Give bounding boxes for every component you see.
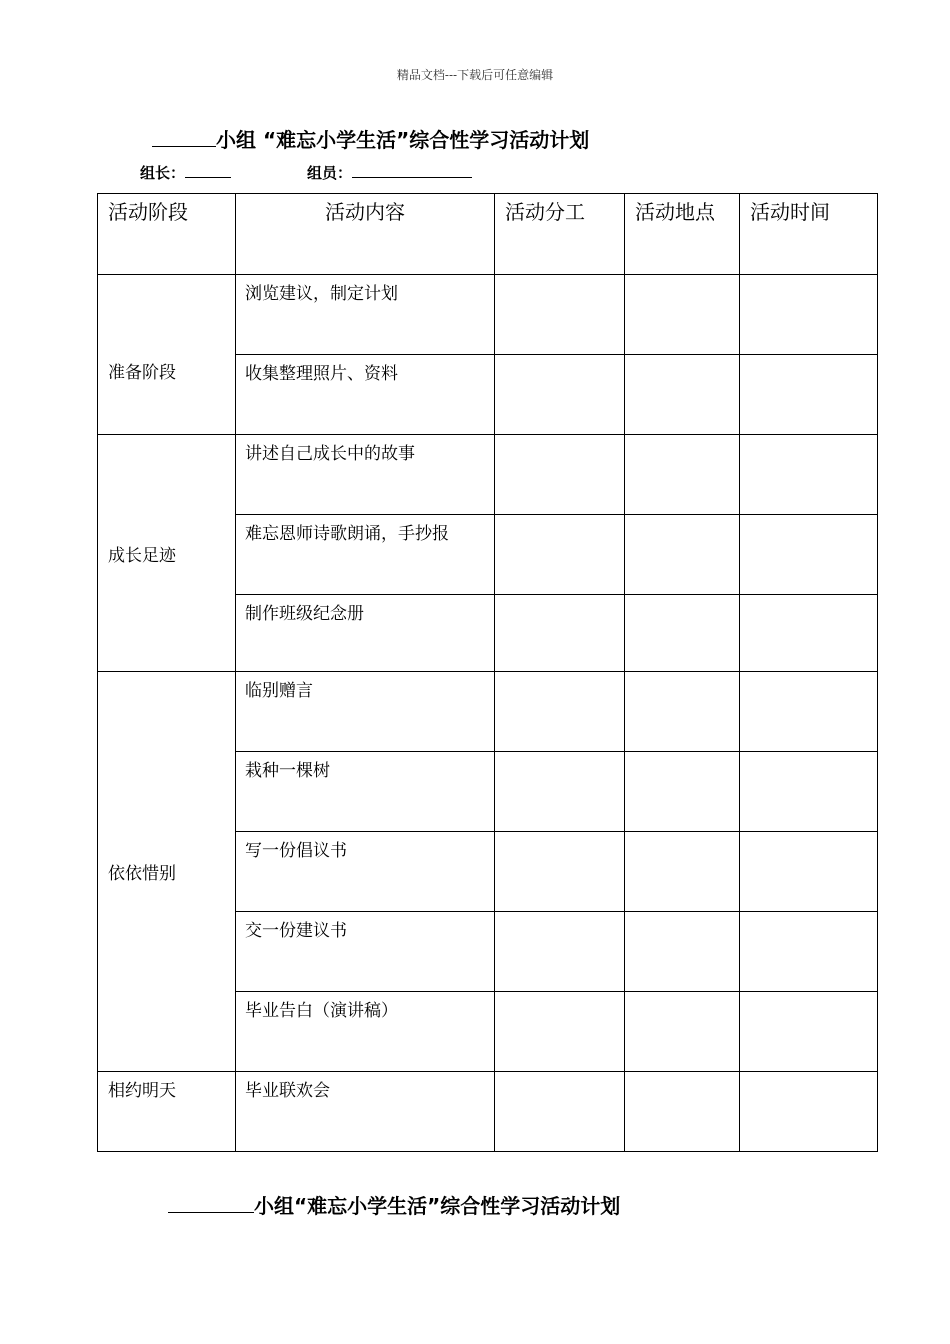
location-cell[interactable] (625, 752, 740, 832)
leader-label: 组长： (140, 164, 186, 182)
division-cell[interactable] (495, 355, 625, 435)
content-cell: 制作班级纪念册 (236, 595, 495, 672)
division-cell[interactable] (495, 752, 625, 832)
stage-cell: 成长足迹 (98, 435, 236, 672)
content-cell: 写一份倡议书 (236, 832, 495, 912)
division-cell[interactable] (495, 672, 625, 752)
content-cell: 临别赠言 (236, 672, 495, 752)
location-cell[interactable] (625, 832, 740, 912)
location-cell[interactable] (625, 1072, 740, 1152)
location-cell[interactable] (625, 355, 740, 435)
header-stage: 活动阶段 (98, 194, 236, 275)
time-cell[interactable] (740, 275, 878, 355)
header-time: 活动时间 (740, 194, 878, 275)
leader-field (140, 162, 231, 183)
member-label: 组员： (307, 164, 353, 182)
division-cell[interactable] (495, 912, 625, 992)
table-row (98, 435, 878, 515)
group-name-blank (152, 128, 216, 147)
header-division: 活动分工 (495, 194, 625, 275)
table-header-row (98, 194, 878, 275)
time-cell[interactable] (740, 515, 878, 595)
location-cell[interactable] (625, 595, 740, 672)
content-cell: 毕业告白（演讲稿） (236, 992, 495, 1072)
repeated-title (168, 1190, 620, 1219)
watermark: 精品文档---下载后可任意编辑 (396, 68, 554, 82)
time-cell[interactable] (740, 832, 878, 912)
content-cell: 讲述自己成长中的故事 (236, 435, 495, 515)
location-cell[interactable] (625, 435, 740, 515)
content-cell: 交一份建议书 (236, 912, 495, 992)
location-cell[interactable] (625, 672, 740, 752)
table-row (98, 275, 878, 355)
time-cell[interactable] (740, 595, 878, 672)
time-cell[interactable] (740, 752, 878, 832)
location-cell[interactable] (625, 275, 740, 355)
time-cell[interactable] (740, 435, 878, 515)
location-cell[interactable] (625, 992, 740, 1072)
division-cell[interactable] (495, 515, 625, 595)
division-cell[interactable] (495, 832, 625, 912)
repeated-title-text: 小组“难忘小学生活”综合性学习活动计划 (254, 1194, 621, 1218)
table-row (98, 1072, 878, 1152)
page-title (152, 124, 589, 153)
header-location: 活动地点 (625, 194, 740, 275)
member-blank (352, 163, 472, 178)
location-cell[interactable] (625, 515, 740, 595)
content-cell: 难忘恩师诗歌朗诵，手抄报 (236, 515, 495, 595)
title-text: 小组 “难忘小学生活”综合性学习活动计划 (216, 128, 590, 152)
stage-cell: 相约明天 (98, 1072, 236, 1152)
content-cell: 浏览建议，制定计划 (236, 275, 495, 355)
time-cell[interactable] (740, 1072, 878, 1152)
member-field (307, 162, 472, 183)
division-cell[interactable] (495, 595, 625, 672)
division-cell[interactable] (495, 435, 625, 515)
division-cell[interactable] (495, 275, 625, 355)
leader-blank (185, 163, 231, 178)
stage-cell: 准备阶段 (98, 275, 236, 435)
time-cell[interactable] (740, 912, 878, 992)
content-cell: 栽种一棵树 (236, 752, 495, 832)
content-cell: 收集整理照片、资料 (236, 355, 495, 435)
division-cell[interactable] (495, 992, 625, 1072)
content-cell: 毕业联欢会 (236, 1072, 495, 1152)
table-row (98, 672, 878, 752)
division-cell[interactable] (495, 1072, 625, 1152)
time-cell[interactable] (740, 992, 878, 1072)
activity-plan-table (97, 193, 878, 1152)
time-cell[interactable] (740, 355, 878, 435)
header-content: 活动内容 (236, 194, 495, 275)
time-cell[interactable] (740, 672, 878, 752)
location-cell[interactable] (625, 912, 740, 992)
group-name-blank-2 (168, 1194, 254, 1213)
stage-cell: 依依惜别 (98, 672, 236, 1072)
